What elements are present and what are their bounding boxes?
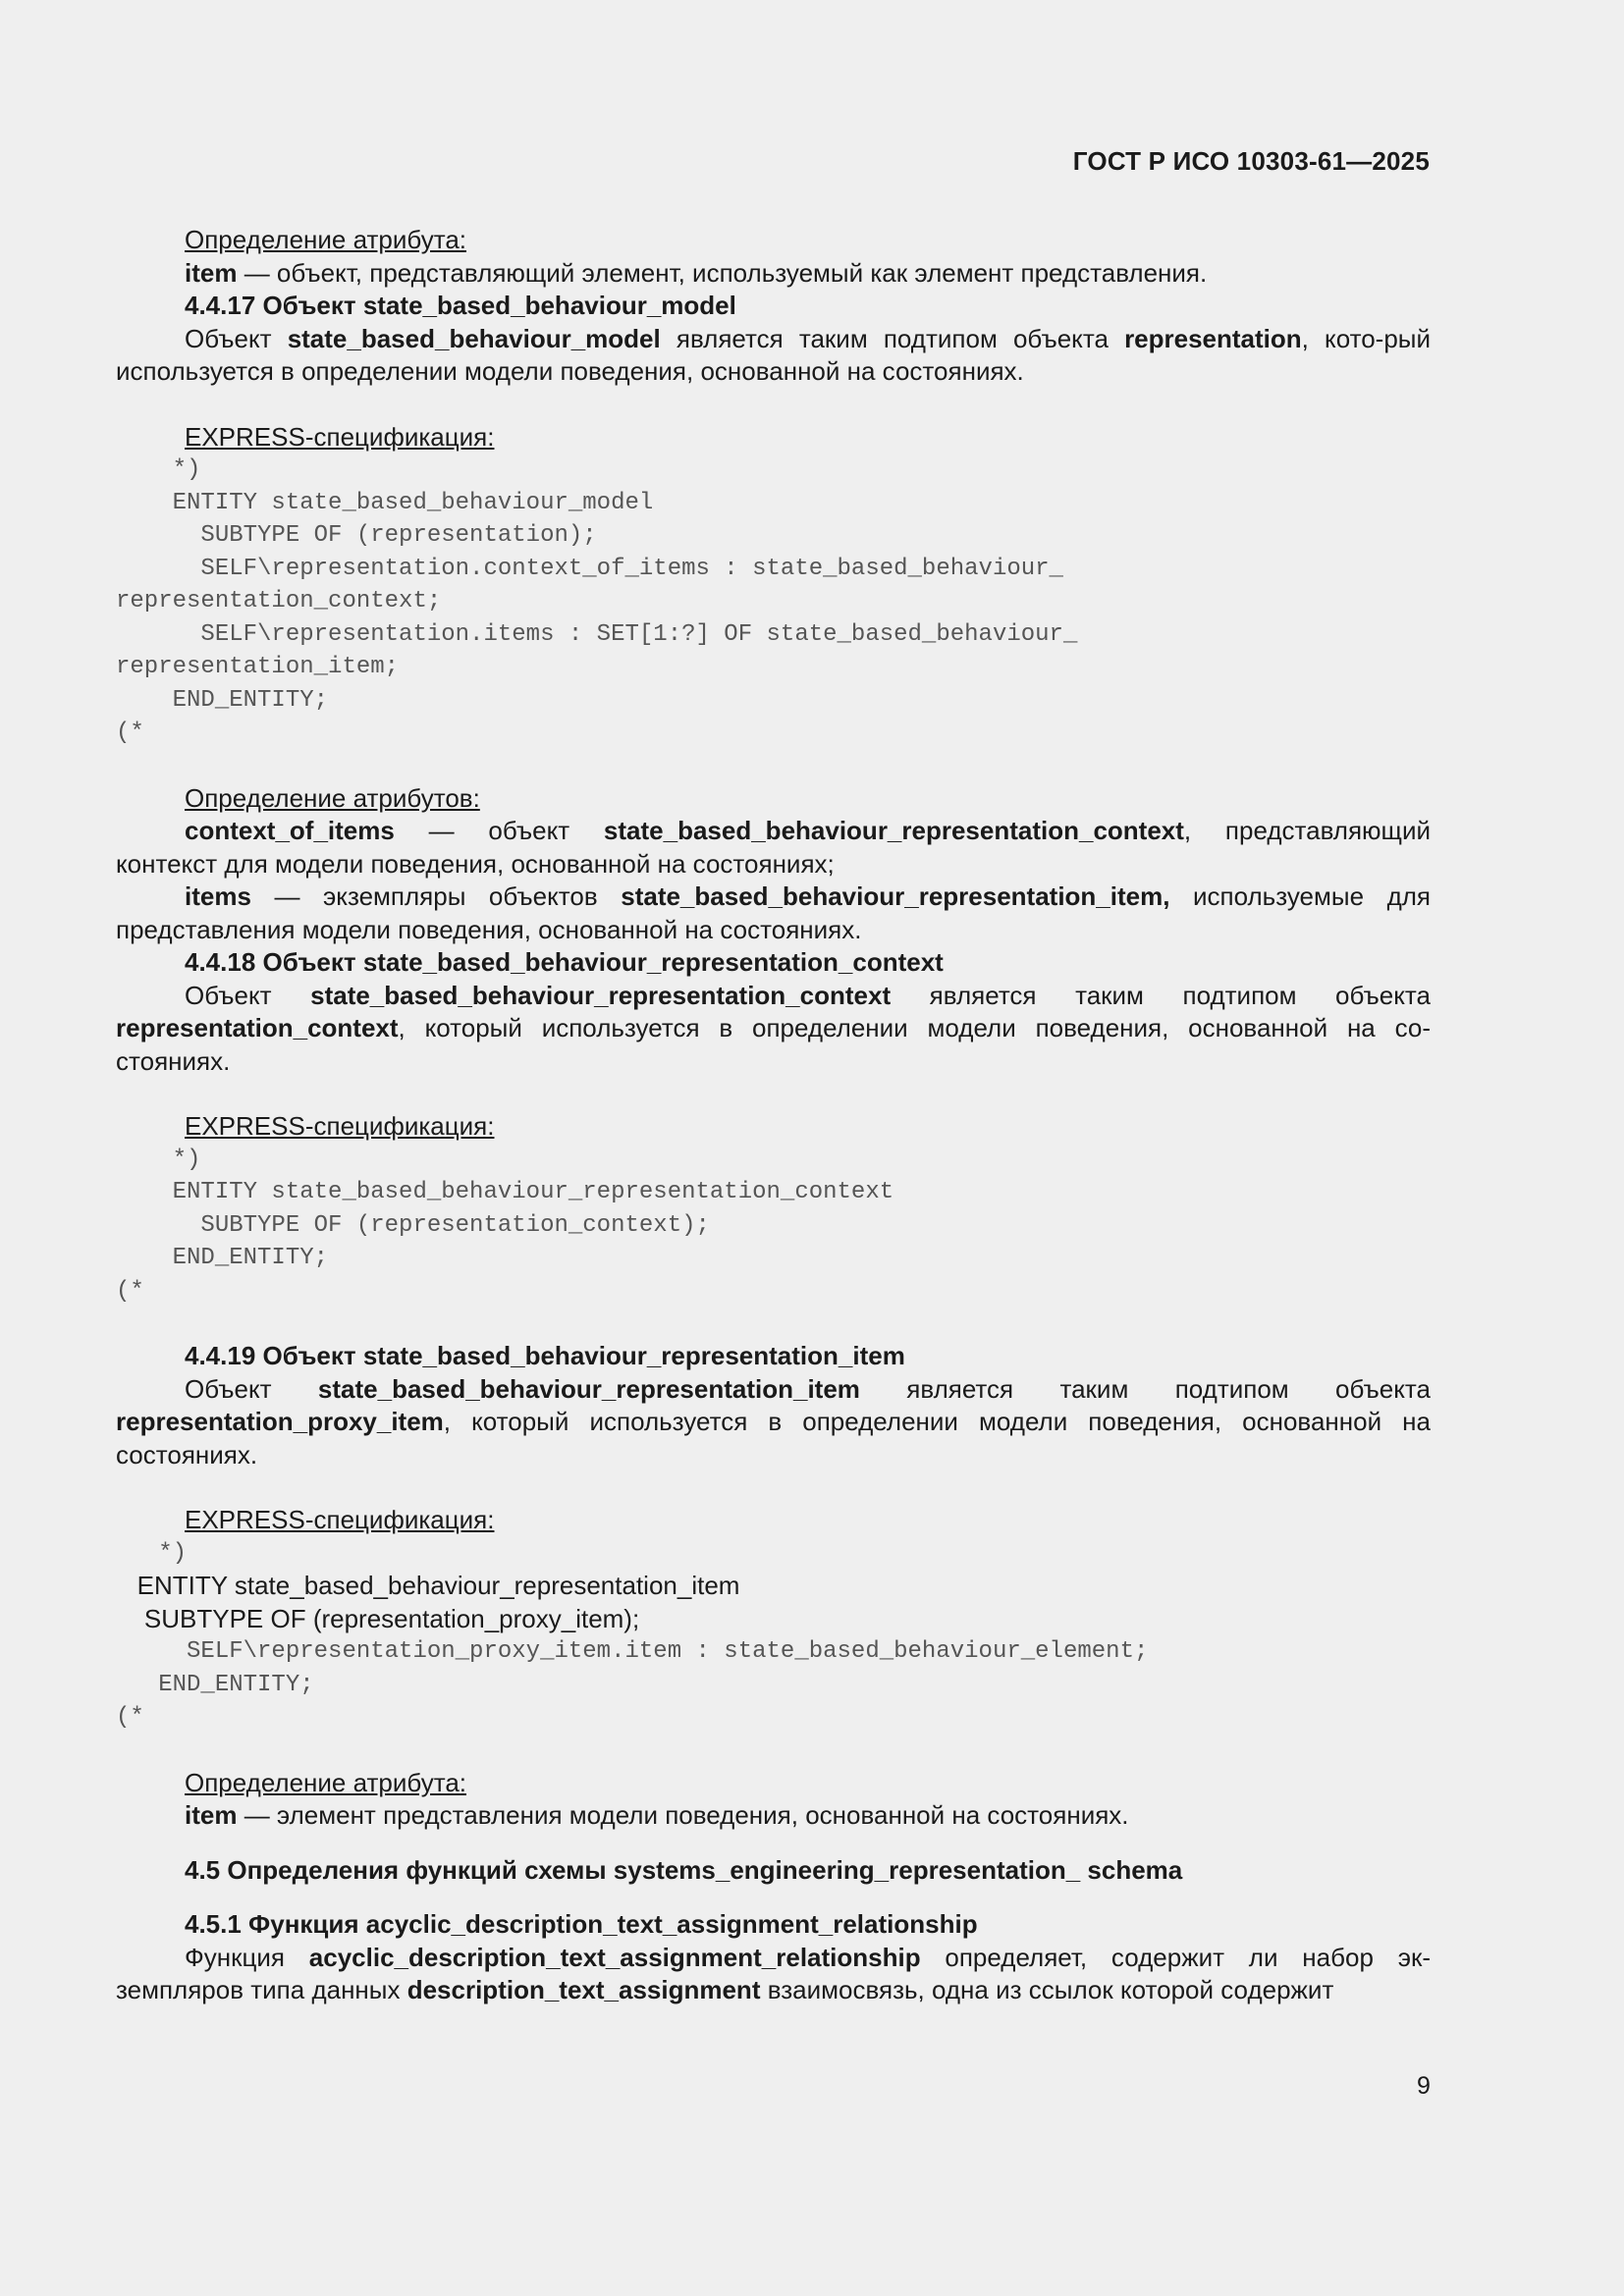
section-4-4-17-heading: 4.4.17 Объект state_based_behaviour_model (185, 291, 736, 320)
code-line: SUBTYPE OF (representation_context); (116, 1211, 710, 1239)
page-number: 9 (1417, 2072, 1431, 2100)
code-line: *) (116, 1146, 201, 1173)
code-line: representation_item; (116, 654, 400, 680)
item-attribute-definition: item — объект, представляющий элемент, используемый как элемент представления. (185, 257, 1208, 288)
express-code-block (116, 1144, 1431, 1308)
attributes-definition-heading: Определение атрибутов: (185, 782, 480, 813)
code-line: ENTITY state_based_behaviour_representation_context (116, 1179, 894, 1205)
section-4-4-18-paragraph: Объект state_based_behaviour_representation_context является таким подтипом объекта representation_context, который используется в определении модели поведения, основанной на со-стояниях. (116, 980, 1431, 1076)
document-standard-header: ГОСТ Р ИСО 10303-61—2025 (1072, 146, 1430, 176)
code-line: *) (116, 1539, 188, 1567)
code-line: SELF\representation.context_of_items : state_based_behaviour_ (116, 555, 1063, 582)
section-4-4-19-heading: 4.4.19 Объект state_based_behaviour_representation_item (185, 1341, 905, 1370)
code-line: END_ENTITY; (116, 1671, 314, 1698)
section-4-4-19-paragraph: Объект state_based_behaviour_representation_item является таким подтипом объекта representation_proxy_item, который используется в определении модели поведения, основанной на состояниях. (116, 1373, 1431, 1469)
section-4-4-18-heading: 4.4.18 Объект state_based_behaviour_representation_context (185, 947, 944, 977)
attribute-definition-heading: Определение атрибута: (185, 225, 467, 254)
code-line: *) (116, 456, 201, 483)
express-code-block (116, 454, 1431, 750)
code-line: ENTITY state_based_behaviour_representation_item (116, 1571, 740, 1600)
items-definition: items — экземпляры объектов state_based_behaviour_representation_item, используемые для представления модели поведения, основанной на состояниях. (116, 881, 1431, 944)
section-4-5-heading: 4.5 Определения функций схемы systems_engineering_representation_ schema (185, 1854, 1183, 1885)
code-line: SELF\representation.items : SET[1:?] OF state_based_behaviour_ (116, 620, 1078, 648)
express-spec-heading: EXPRESS-спецификация: (185, 1111, 495, 1141)
code-line: (* (116, 1277, 144, 1305)
item-attribute-definition: item — элемент представления модели поведения, основанной на состояниях. (185, 1800, 1129, 1830)
context-of-items-definition: context_of_items — объект state_based_behaviour_representation_context, представляющий контекст для модели поведения, основанной на состояниях; (116, 816, 1431, 879)
express-spec-heading: EXPRESS-спецификация: (185, 1505, 495, 1534)
section-4-4-17-paragraph: Объект state_based_behaviour_model является таким подтипом объекта representation, кото-рый используется в определении модели поведения, основанной на состояниях. (116, 323, 1431, 386)
code-line: ENTITY state_based_behaviour_model (116, 489, 654, 516)
code-line: END_ENTITY; (116, 1245, 329, 1271)
code-line: (* (116, 720, 144, 746)
express-spec-heading: EXPRESS-спецификация: (185, 421, 495, 452)
express-code-block (116, 1537, 1431, 1735)
code-line: (* (116, 1704, 144, 1731)
code-line: END_ENTITY; (116, 686, 329, 714)
code-line: SUBTYPE OF (representation); (116, 522, 597, 549)
section-4-5-1-paragraph: Функция acyclic_description_text_assignment_relationship определяет, содержит ли набор эк-земпляров типа данных description_text_assignment взаимосвязь, одна из ссылок которой содержит (116, 1942, 1432, 2004)
code-line: SELF\representation_proxy_item.item : state_based_behaviour_element; (116, 1638, 1149, 1665)
attribute-definition-heading: Определение атрибута: (185, 1767, 467, 1797)
section-4-5-1-heading: 4.5.1 Функция acyclic_description_text_assignment_relationship (185, 1909, 978, 1939)
code-line: SUBTYPE OF (representation_proxy_item); (116, 1603, 640, 1633)
code-line: representation_context; (116, 588, 442, 614)
page-body (116, 224, 1431, 2007)
